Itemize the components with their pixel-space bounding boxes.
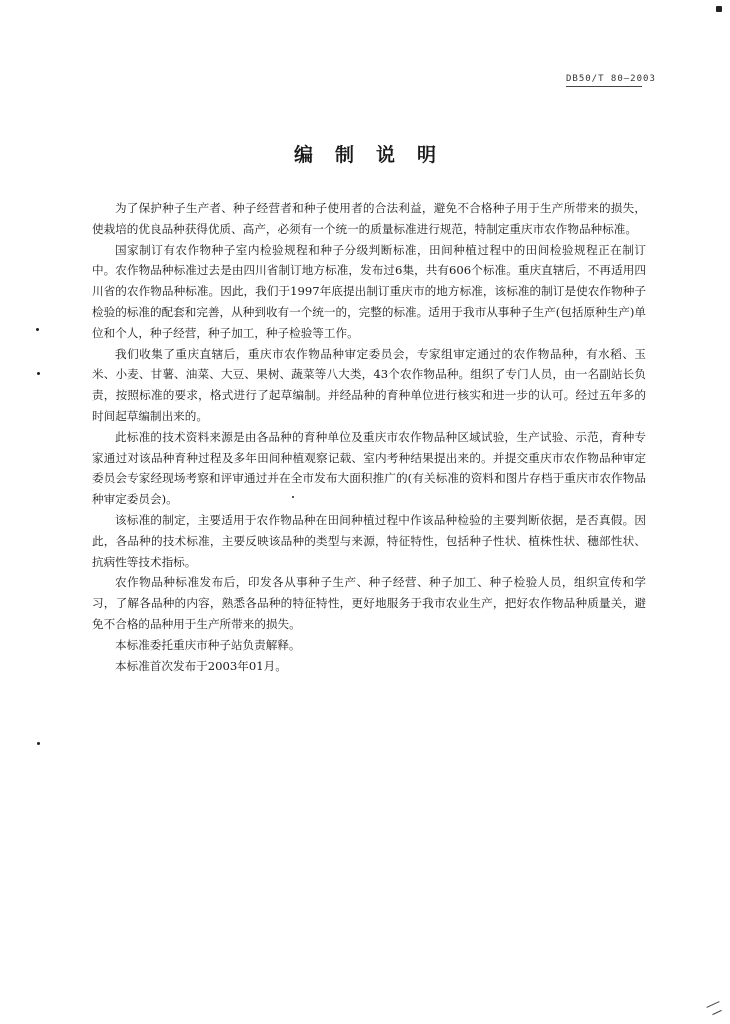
scan-scribble xyxy=(712,1010,721,1015)
paragraph-publication: 农作物品种标准发布后，印发各从事种子生产、种子经营、种子加工、种子检验人员，组织宣传和学习，了解各品种的内容，熟悉各品种的特征特性，更好地服务于我市农业生产，把好农作物品种质量关，避免不合格的品种用于生产所带来的损失。 xyxy=(92,575,646,631)
scan-speck xyxy=(292,496,294,498)
scan-speck xyxy=(36,328,39,331)
paragraph-application: 该标准的制定，主要适用于农作物品种在田间种植过程中作该品种检验的主要判断依据，是否真假。因此，各品种的技术标准，主要反映该品种的类型与来源，特征特性，包括种子性状、植株性状、穗部性状、抗病性等技术指标。 xyxy=(92,512,646,569)
paragraph-interpretation: 本标准委托重庆市种子站负责解释。 xyxy=(115,637,301,652)
paragraph-collection: 我们收集了重庆直辖后，重庆市农作物品种审定委员会，专家组审定通过的农作物品种，有水稻、玉米、小麦、甘薯、油菜、大豆、果树、蔬菜等八大类，43个农作物品种。组织了专门人员，由一名副站长负责，按照标准的要求，格式进行了起草编制。并经品种的育种单位进行核实和进一步的认可。经过五年多的时间起草编制出来的。 xyxy=(92,346,646,423)
body-text xyxy=(92,198,646,676)
scan-corner-mark xyxy=(716,6,722,12)
standard-code-header: DB50/T 80—2003 xyxy=(566,74,642,87)
page-title: 编制说明 xyxy=(293,144,458,166)
scan-speck xyxy=(37,742,40,745)
paragraph-data-source: 此标准的技术资料来源是由各品种的育种单位及重庆市农作物品种区域试验，生产试验、示范，育种专家通过对该品种育种过程及多年田间种植观察记载、室内考种结果提出来的。并提交重庆市农作物品种审定委员会专家经现场考察和评审通过并在全市发布大面积推广的(有关标准的资料和图片存档于重庆市农作物品种审定委员会)。 xyxy=(92,429,646,507)
paragraph-purpose: 为了保护种子生产者、种子经营者和种子使用者的合法利益，避免不合格种子用于生产所带来的损失，使栽培的优良品种获得优质、高产，必须有一个统一的质量标准进行规范，特制定重庆市农作物品种标准。 xyxy=(92,201,646,236)
scan-scribble xyxy=(706,1001,719,1008)
paragraph-first-release: 本标准首次发布于2003年01月。 xyxy=(115,658,287,673)
scan-speck xyxy=(37,372,40,375)
paragraph-background: 国家制订有农作物种子室内检验规程和种子分级判断标准，田间种植过程中的田间检验规程正在制订中。农作物品种标准过去是由四川省制订地方标准，发布过6集，共有606个标准。重庆直辖后，不再适用四川省的农作物品种标准。因此，我们于1997年底提出制订重庆市的地方标准，该标准的制订是使农作物种子检验的标准的配套和完善，从种到收有一个统一的，完整的标准。适用于我市从事种子生产(包括原种生产)单位和个人，种子经营，种子加工，种子检验等工作。 xyxy=(92,242,646,340)
